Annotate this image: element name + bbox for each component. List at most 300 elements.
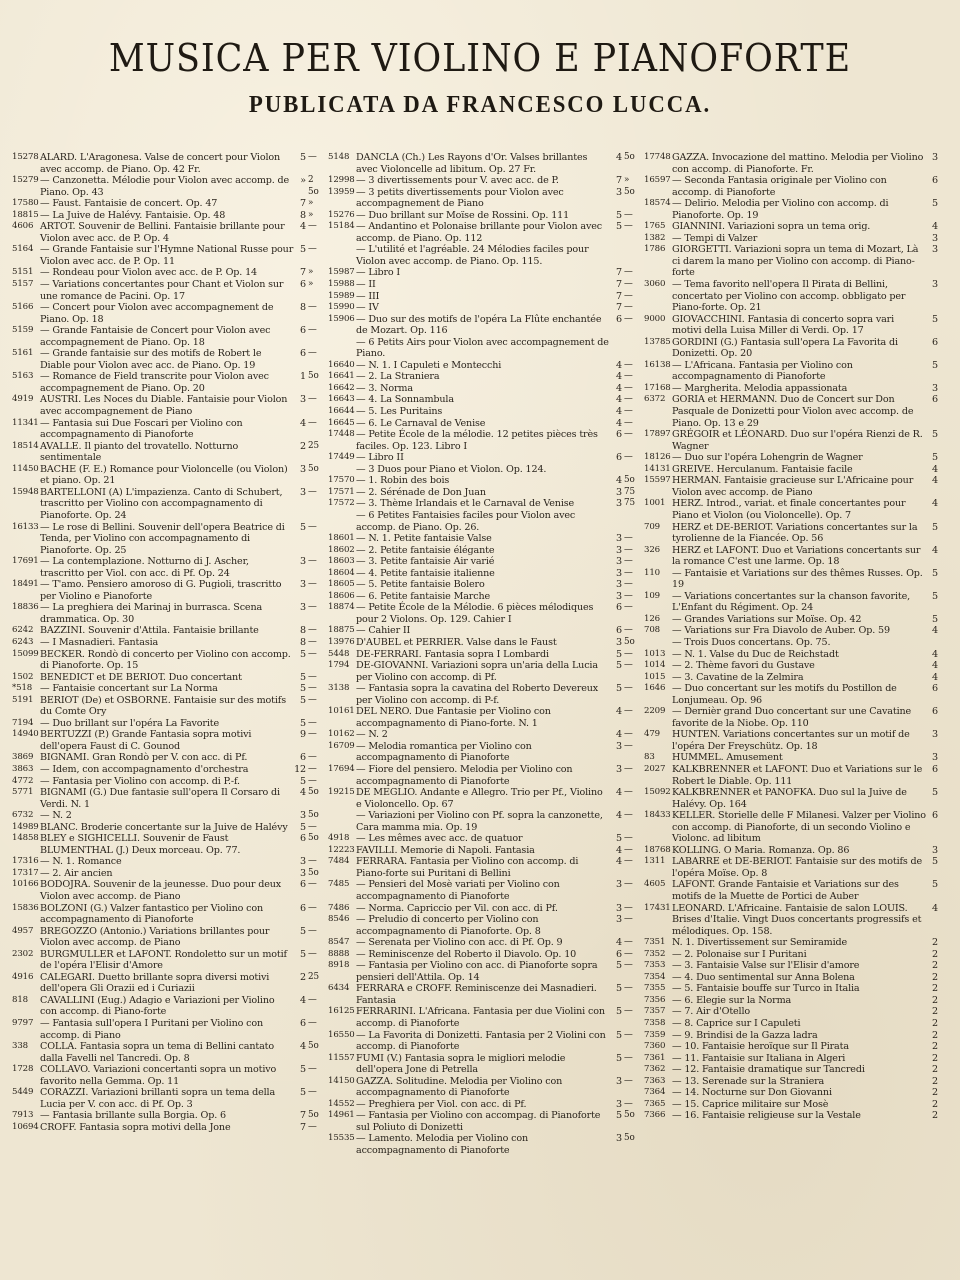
price-centesimi: — <box>624 879 633 890</box>
catalogue-entry <box>12 198 322 210</box>
price-centesimi: — <box>308 221 317 232</box>
price-lire: 9 <box>300 729 306 741</box>
entry-description: — L'utilité et l'agréable. 24 Mélodies faciles pour Violon avec accomp. de Piano. Op. 115. <box>356 244 589 267</box>
catalogue-entry <box>12 868 322 880</box>
entry-description: — 3. Fantaisie Valse sur l'Elisir d'amore <box>672 960 860 972</box>
price-centesimi: » <box>308 209 314 220</box>
entry-description: KELLER. Storielle delle F Milanesi. Valzer per Violino con accomp. di Pianoforte, di un secondo Violino e Violonc. ad libitum <box>672 810 926 845</box>
catalogue-number: 18836 <box>12 602 39 613</box>
catalogue-entry <box>12 418 322 441</box>
catalogue-entry <box>12 972 322 995</box>
catalogue-entry <box>644 845 954 857</box>
entry-description: — Libro I <box>356 267 401 279</box>
price-centesimi: — <box>624 209 633 220</box>
catalogue-entry <box>328 487 638 499</box>
price-centesimi: — <box>308 879 317 890</box>
catalogue-number: 5448 <box>328 648 350 659</box>
price-centesimi: 5o <box>308 810 319 821</box>
catalogue-entry <box>328 1076 638 1099</box>
catalogue-number: 7194 <box>12 717 34 728</box>
entry-description: — Grande Fantaisie sur l'Hymne National Russe pour Violon avec acc. de P. Op. 11 <box>40 244 294 267</box>
price-centesimi: — <box>624 833 633 844</box>
price-lire: 5 <box>300 152 306 163</box>
price-centesimi: — <box>308 683 317 694</box>
entry-description: — 6. Petite fantaisie Marche <box>356 590 491 602</box>
price-lire: 4 <box>932 625 938 637</box>
catalogue-entry <box>644 660 954 672</box>
catalogue-entry <box>328 406 638 418</box>
catalogue-entry <box>12 267 322 279</box>
catalogue-entry <box>12 729 322 752</box>
price-lire: 4 <box>300 994 306 1006</box>
catalogue-entry <box>328 764 638 787</box>
entry-description: DEL NERO. Due Fantasie per Violino con accompagnamento di Piano-forte. N. 1 <box>356 706 551 729</box>
catalogue-number: 4772 <box>12 775 34 786</box>
catalogue-entry <box>328 314 638 337</box>
catalogue-number: 4916 <box>12 971 34 982</box>
entry-description: GREIVE. Herculanum. Fantaisie facile <box>672 463 853 475</box>
entry-description: — Rondeau pour Violon avec acc. de P. Op. 14 <box>40 267 257 279</box>
entry-description: — La contemplazione. Notturno di J. Ascher, trascritto per Viol. con acc. di Pf. Op. 24 <box>40 556 249 579</box>
price-lire: 2 <box>300 440 306 452</box>
catalogue-number: 13959 <box>328 186 355 197</box>
catalogue-column-2 <box>328 152 638 1268</box>
catalogue-number: 18602 <box>328 544 355 555</box>
price-lire: 5 <box>300 694 306 706</box>
price-centesimi: — <box>624 544 633 555</box>
catalogue-entry <box>644 1076 954 1088</box>
price-lire: 3 <box>616 590 622 602</box>
catalogue-entry <box>12 210 322 222</box>
catalogue-entry <box>328 1030 638 1053</box>
price-centesimi: — <box>624 579 633 590</box>
catalogue-number: 1786 <box>644 244 666 255</box>
price-lire: 2 <box>932 971 938 983</box>
entry-description: — Serenata per Violino con acc. di Pf. Op. 9 <box>356 937 563 949</box>
price-centesimi: — <box>624 960 633 971</box>
price-centesimi: — <box>624 279 633 290</box>
price-lire: 4 <box>932 648 938 660</box>
catalogue-entry <box>12 1110 322 1122</box>
price-lire: 5 <box>932 313 938 325</box>
catalogue-entry <box>328 833 638 845</box>
catalogue-entry <box>12 695 322 718</box>
price-centesimi: — <box>308 325 317 336</box>
price-centesimi: — <box>624 660 633 671</box>
entry-description: — N. 2 <box>40 810 72 822</box>
catalogue-entry <box>328 856 638 879</box>
price-lire: 8 <box>300 302 306 314</box>
catalogue-number: 6242 <box>12 625 34 636</box>
price-lire: 2 <box>932 1052 938 1064</box>
catalogue-number: 18606 <box>328 590 355 601</box>
price-lire: 2 <box>932 937 938 949</box>
price-lire: 2 <box>932 1006 938 1018</box>
catalogue-entry <box>328 602 638 625</box>
price-centesimi: — <box>308 636 317 647</box>
price-lire: 3 <box>616 498 622 510</box>
price-lire: 3 <box>932 752 938 764</box>
catalogue-entry <box>328 418 638 430</box>
entry-description: — Seconda Fantasia originale per Violino con accomp. di Pianoforte <box>672 175 887 198</box>
price-lire: 5 <box>616 221 622 233</box>
price-lire: 7 <box>300 267 306 279</box>
price-centesimi: — <box>624 382 633 393</box>
entry-description: — T'amo. Pensiero amoroso di G. Pugioli, trascritto per Violino e Pianoforte <box>40 579 282 602</box>
price-lire: 4 <box>616 359 622 371</box>
catalogue-number: 14131 <box>644 463 671 474</box>
entry-description: BERIOT (De) et OSBORNE. Fantaisie sur des motifs du Comte Ory <box>40 694 286 718</box>
price-lire: 5 <box>616 983 622 995</box>
catalogue-number: 14940 <box>12 729 39 740</box>
entry-description: DE MEGLIO. Andante e Allegro. Trio per Pf., Violino e Violoncello. Op. 67 <box>356 787 603 810</box>
price-centesimi: — <box>308 1121 317 1132</box>
price-lire: 3 <box>932 152 938 163</box>
catalogue-entry <box>328 568 638 580</box>
price-lire: 3 <box>932 244 938 256</box>
catalogue-entry <box>12 776 322 788</box>
catalogue-entry <box>12 441 322 464</box>
entry-description: CAVALLINI (Eug.) Adagio e Variazioni per Violino con accomp. di Piano-forte <box>40 994 275 1018</box>
catalogue-entry <box>12 903 322 926</box>
catalogue-number: 7351 <box>644 937 666 948</box>
price-lire: 5 <box>616 833 622 845</box>
entry-description: — Margherita. Melodia appassionata <box>672 382 848 394</box>
price-lire: 2 <box>932 960 938 972</box>
catalogue-entry <box>328 533 638 545</box>
catalogue-number: 12998 <box>328 175 355 186</box>
catalogue-entry <box>328 960 638 983</box>
entry-description: BLANC. Broderie concertante sur la Juive de Halévy <box>40 821 288 833</box>
catalogue-number: 7360 <box>644 1041 666 1052</box>
entry-description: — 4. La Sonnambula <box>356 394 454 406</box>
entry-description: — 3. Norma <box>356 382 413 394</box>
catalogue-number: 7366 <box>644 1110 666 1121</box>
price-lire: 7 <box>300 198 306 210</box>
entry-description: FERRARA e CROFF. Reminiscenze dei Masnadieri. Fantasia <box>356 983 597 1006</box>
price-lire: 4 <box>616 417 622 429</box>
entry-description: — Fantasia sull'opera I Puritani per Violino con accomp. di Piano <box>40 1018 264 1041</box>
price-lire: 4 <box>932 544 938 556</box>
catalogue-entry <box>328 579 638 591</box>
entry-description: GIORGETTI. Variazioni sopra un tema di Mozart, Là ci darem la mano per Violino con accomp. di Piano-forte <box>672 244 919 279</box>
catalogue-number: 5164 <box>12 244 34 255</box>
catalogue-number: 18768 <box>644 844 671 855</box>
price-centesimi: — <box>624 787 633 798</box>
catalogue-number: 15948 <box>12 486 39 497</box>
price-lire: 3 <box>616 556 622 568</box>
catalogue-number: 1646 <box>644 683 666 694</box>
catalogue-number: 17317 <box>12 867 39 878</box>
catalogue-entry <box>328 383 638 395</box>
entry-description: BAZZINI. Souvenir d'Attila. Fantaisie brillante <box>40 625 259 637</box>
entry-description: — III <box>356 290 380 302</box>
price-centesimi: 5o <box>624 1110 635 1121</box>
catalogue-number: 8888 <box>328 948 350 959</box>
catalogue-number: 6243 <box>12 636 34 647</box>
catalogue-entry <box>12 683 322 695</box>
price-centesimi: — <box>308 348 317 359</box>
catalogue-number: 7354 <box>644 971 666 982</box>
price-lire: 5 <box>932 359 938 371</box>
entry-description: — Reminiscenze del Roberto il Diavolo. Op. 10 <box>356 948 577 960</box>
price-lire: 3 <box>300 856 306 868</box>
catalogue-entry <box>12 752 322 764</box>
catalogue-entry <box>644 706 954 729</box>
entry-description: — 16. Fantaisie religieuse sur la Vestale <box>672 1110 861 1122</box>
catalogue-number: 7359 <box>644 1029 666 1040</box>
price-lire: 3 <box>300 579 306 591</box>
price-lire: 4 <box>300 417 306 429</box>
price-centesimi: — <box>308 648 317 659</box>
entry-description: — 4. Duo sentimental sur Anna Bolena <box>672 971 855 983</box>
entry-description: — Cahier II <box>356 625 411 637</box>
catalogue-entry <box>12 394 322 417</box>
entry-description: — N. 1. Romance <box>40 856 122 868</box>
catalogue-entry <box>644 568 954 591</box>
price-lire: 8 <box>300 636 306 648</box>
price-centesimi: — <box>308 994 317 1005</box>
catalogue-number: 4606 <box>12 221 34 232</box>
entry-description: — N. 1. I Capuleti e Montecchi <box>356 359 502 371</box>
price-lire: 4 <box>616 152 622 163</box>
catalogue-entry <box>12 649 322 672</box>
entry-description: BERTUZZI (P.) Grande Fantasia sopra motivi dell'opera Faust di C. Gounod <box>40 729 252 752</box>
price-centesimi: — <box>624 683 633 694</box>
catalogue-entry <box>644 972 954 984</box>
catalogue-number: 18491 <box>12 579 39 590</box>
page-subtitle: PUBLICATA DA FRANCESCO LUCCA. <box>248 92 712 118</box>
entry-description: — Fantasia brillante sulla Borgia. Op. 6 <box>40 1110 226 1122</box>
price-centesimi: — <box>624 740 633 751</box>
entry-description: — La Favorita di Donizetti. Fantasia per 2 Violini con accomp. di Pianoforte <box>356 1029 606 1053</box>
price-centesimi: » <box>308 198 314 209</box>
catalogue-column-3 <box>644 152 954 1268</box>
page-title: MUSICA PER VIOLINO E PIANOFORTE <box>108 36 852 80</box>
catalogue-number: 18433 <box>644 810 671 821</box>
entry-description: LEONARD. L'Africaine. Fantaisie de salon LOUIS. Brises d'Italie. Vingt Duos concertants progressifs et mélodiques. Op. 158. <box>672 902 922 937</box>
entry-description: — Preghiera per Viol. con acc. di Pf. <box>356 1098 527 1110</box>
catalogue-number: 16644 <box>328 406 355 417</box>
price-lire: 7 <box>616 302 622 314</box>
entry-description: — Duo concertant sur les motifs du Postillon de Lonjumeau. Op. 96 <box>672 683 897 706</box>
entry-description: — 6 Petites Fantaisies faciles pour Violon avec accomp. de Piano. Op. 26. <box>356 509 576 533</box>
price-lire: 6 <box>616 625 622 637</box>
price-centesimi: — <box>308 152 317 162</box>
entry-description: — Preludio di concerto per Violino con accompagnamento di Pianoforte. Op. 8 <box>356 914 541 937</box>
catalogue-number: 10694 <box>12 1121 39 1132</box>
price-centesimi: » <box>308 267 314 278</box>
catalogue-number: 7353 <box>644 960 666 971</box>
entry-description: — 2. Sérénade de Don Juan <box>356 486 486 498</box>
catalogue-number: 17694 <box>328 763 355 774</box>
entry-description: — Fantasia per Violino con acc. di Pianoforte sopra pensieri dell'Attila. Op. 14 <box>356 960 598 983</box>
catalogue-number: 9000 <box>644 313 666 324</box>
catalogue-number: 18874 <box>328 602 355 613</box>
price-centesimi: — <box>308 394 317 405</box>
entry-description: — Duo sur l'opéra Lohengrin de Wagner <box>672 452 863 464</box>
catalogue-number: 1311 <box>644 856 666 867</box>
price-centesimi: — <box>624 533 633 544</box>
price-lire: 6 <box>300 279 306 291</box>
price-lire: 5 <box>300 671 306 683</box>
catalogue-entry <box>328 244 638 267</box>
catalogue-entry <box>644 903 954 938</box>
entry-description: — Romance de Field transcrite pour Violon avec accompagnement de Piano. Op. 20 <box>40 371 269 394</box>
entry-description: — 11. Fantaisie sur Italiana in Algeri <box>672 1052 846 1064</box>
price-centesimi: — <box>624 371 633 382</box>
catalogue-entry <box>12 302 322 325</box>
catalogue-entry <box>12 175 322 198</box>
entry-description: — Fantaisie concertant sur La Norma <box>40 683 218 695</box>
catalogue-entry <box>328 660 638 683</box>
price-centesimi: — <box>624 937 633 948</box>
price-centesimi: — <box>624 1075 633 1086</box>
price-lire: 4 <box>616 706 622 718</box>
catalogue-number: 5191 <box>12 694 34 705</box>
catalogue-number: 17748 <box>644 152 671 162</box>
entry-description: DANCLA (Ch.) Les Rayons d'Or. Valses brillantes avec Violoncelle ad libitum. Op. 27 Fr. <box>356 152 588 175</box>
catalogue-entry <box>12 1018 322 1041</box>
catalogue-entry <box>644 1099 954 1111</box>
entry-description: BENEDICT et DE BERIOT. Duo concertant <box>40 671 242 683</box>
catalogue-number: 110 <box>644 567 660 578</box>
price-lire: 6 <box>300 902 306 914</box>
catalogue-number: 7355 <box>644 983 666 994</box>
catalogue-entry <box>644 810 954 845</box>
price-centesimi: — <box>308 821 317 832</box>
catalogue-entry <box>328 475 638 487</box>
catalogue-entry <box>644 175 954 198</box>
entry-description: GAZZA. Invocazione del mattino. Melodia per Violino con accomp. di Pianoforte. Fr. <box>672 152 924 175</box>
price-lire: 5 <box>300 1064 306 1076</box>
entry-description: AUSTRI. Les Noces du Diable. Fantaisie pour Violon avec accompagnement de Piano <box>40 394 288 418</box>
catalogue-entry <box>644 475 954 498</box>
catalogue-number: 3060 <box>644 279 666 290</box>
price-lire: 5 <box>616 209 622 221</box>
catalogue-entry <box>644 787 954 810</box>
catalogue-entry <box>644 649 954 661</box>
catalogue-number: 17897 <box>644 429 671 440</box>
price-lire: 2 <box>932 1018 938 1030</box>
catalogue-number: 19215 <box>328 787 355 798</box>
entry-description: — 7. Air d'Otello <box>672 1006 751 1018</box>
catalogue-entry <box>328 1006 638 1029</box>
price-lire: 3 <box>616 914 622 926</box>
price-centesimi: — <box>624 948 633 959</box>
price-centesimi: — <box>624 625 633 636</box>
catalogue-entry <box>12 672 322 684</box>
price-lire: 3 <box>616 1098 622 1110</box>
catalogue-number: 10166 <box>12 879 39 890</box>
entry-description: — 6. Le Carnaval de Venise <box>356 417 486 429</box>
catalogue-entry <box>328 360 638 372</box>
price-centesimi: 5o <box>308 867 319 878</box>
catalogue-number: 16641 <box>328 371 355 382</box>
price-centesimi: — <box>308 1064 317 1075</box>
catalogue-number: 15906 <box>328 313 355 324</box>
price-centesimi: 5o <box>624 152 635 162</box>
entry-description: — 4. Petite fantaisie italienne <box>356 567 495 579</box>
price-lire: 4 <box>932 463 938 475</box>
price-centesimi: — <box>624 1006 633 1017</box>
price-centesimi: — <box>624 221 633 232</box>
price-lire: 5 <box>300 244 306 256</box>
price-centesimi: — <box>308 244 317 255</box>
catalogue-entry <box>644 452 954 464</box>
entry-description: — Petite École de la mélodie. 12 petites pièces très faciles. Op. 123. Libro I <box>356 429 598 452</box>
catalogue-number: 17431 <box>644 902 671 913</box>
catalogue-entry <box>328 429 638 452</box>
price-lire: 5 <box>932 879 938 891</box>
catalogue-entry <box>328 556 638 568</box>
entry-description: KALKBRENNER et PANOFKA. Duo sul la Juive de Halévy. Op. 164 <box>672 787 907 810</box>
entry-description: — Libro II <box>356 452 404 464</box>
catalogue-number: 16640 <box>328 359 355 370</box>
price-lire: 4 <box>616 382 622 394</box>
catalogue-number: 10161 <box>328 706 355 717</box>
price-lire: 5 <box>616 1052 622 1064</box>
catalogue-entry <box>644 1030 954 1042</box>
catalogue-entry <box>12 522 322 557</box>
catalogue-entry <box>644 198 954 221</box>
catalogue-entry <box>12 487 322 522</box>
catalogue-number: 15989 <box>328 290 355 301</box>
price-lire: 6 <box>300 833 306 845</box>
catalogue-entry <box>328 706 638 729</box>
price-centesimi: — <box>624 452 633 463</box>
catalogue-entry <box>12 325 322 348</box>
catalogue-number: 13785 <box>644 336 671 347</box>
entry-description: — Delirio. Melodia per Violino con accomp. di Pianoforte. Op. 19 <box>672 198 889 221</box>
catalogue-entry <box>644 614 954 626</box>
catalogue-entry <box>12 602 322 625</box>
price-lire: 5 <box>616 683 622 695</box>
catalogue-number: 6434 <box>328 983 350 994</box>
price-centesimi: 5o <box>308 1110 319 1121</box>
catalogue-number: 15535 <box>328 1133 355 1144</box>
entry-description: LAFONT. Grande Fantaisie et Variations sur des motifs de la Muette de Portici de Auber <box>672 879 899 902</box>
price-lire: 3 <box>616 186 622 198</box>
catalogue-entry <box>644 729 954 752</box>
catalogue-number: 15092 <box>644 787 671 798</box>
catalogue-number: 7364 <box>644 1087 666 1098</box>
price-centesimi: — <box>624 406 633 417</box>
price-lire: 6 <box>616 429 622 441</box>
entry-description: — 3. Thème Irlandais et le Carnaval de Venise <box>356 498 575 510</box>
entry-description: GAZZA. Solitudine. Melodia per Violino con accompagnamento di Pianoforte <box>356 1075 563 1099</box>
entry-description: BODOJRA. Souvenir de la jeunesse. Duo pour deux Violon avec accomp. de Piano <box>40 879 282 902</box>
catalogue-entry <box>328 683 638 706</box>
entry-description: — 2. Thème favori du Gustave <box>672 660 815 672</box>
price-lire: 6 <box>932 683 938 695</box>
catalogue-number: 15836 <box>12 902 39 913</box>
price-lire: 7 <box>616 279 622 291</box>
entry-description: HERZ. Introd., variat. et finale concertantes pour Piano et Violon (ou Violoncelle). Op. 7 <box>672 498 906 521</box>
catalogue-entry <box>328 452 638 464</box>
entry-description: — 3 divertissements pour V. avec acc. de P. <box>356 175 559 187</box>
catalogue-number: 16643 <box>328 394 355 405</box>
catalogue-number: 1794 <box>328 660 350 671</box>
catalogue-number: 18514 <box>12 440 39 451</box>
catalogue-number: 15597 <box>644 475 671 486</box>
catalogue-number: 15099 <box>12 648 39 659</box>
catalogue-entry <box>12 579 322 602</box>
entry-description: KALKBRENNER et LAFONT. Duo et Variations sur le Robert le Diable. Op. 111 <box>672 763 923 787</box>
entry-description: — L'Africana. Fantasia per Violino con accompagnamento di Pianoforte <box>672 359 853 383</box>
price-centesimi: — <box>624 763 633 774</box>
catalogue-entry <box>328 371 638 383</box>
